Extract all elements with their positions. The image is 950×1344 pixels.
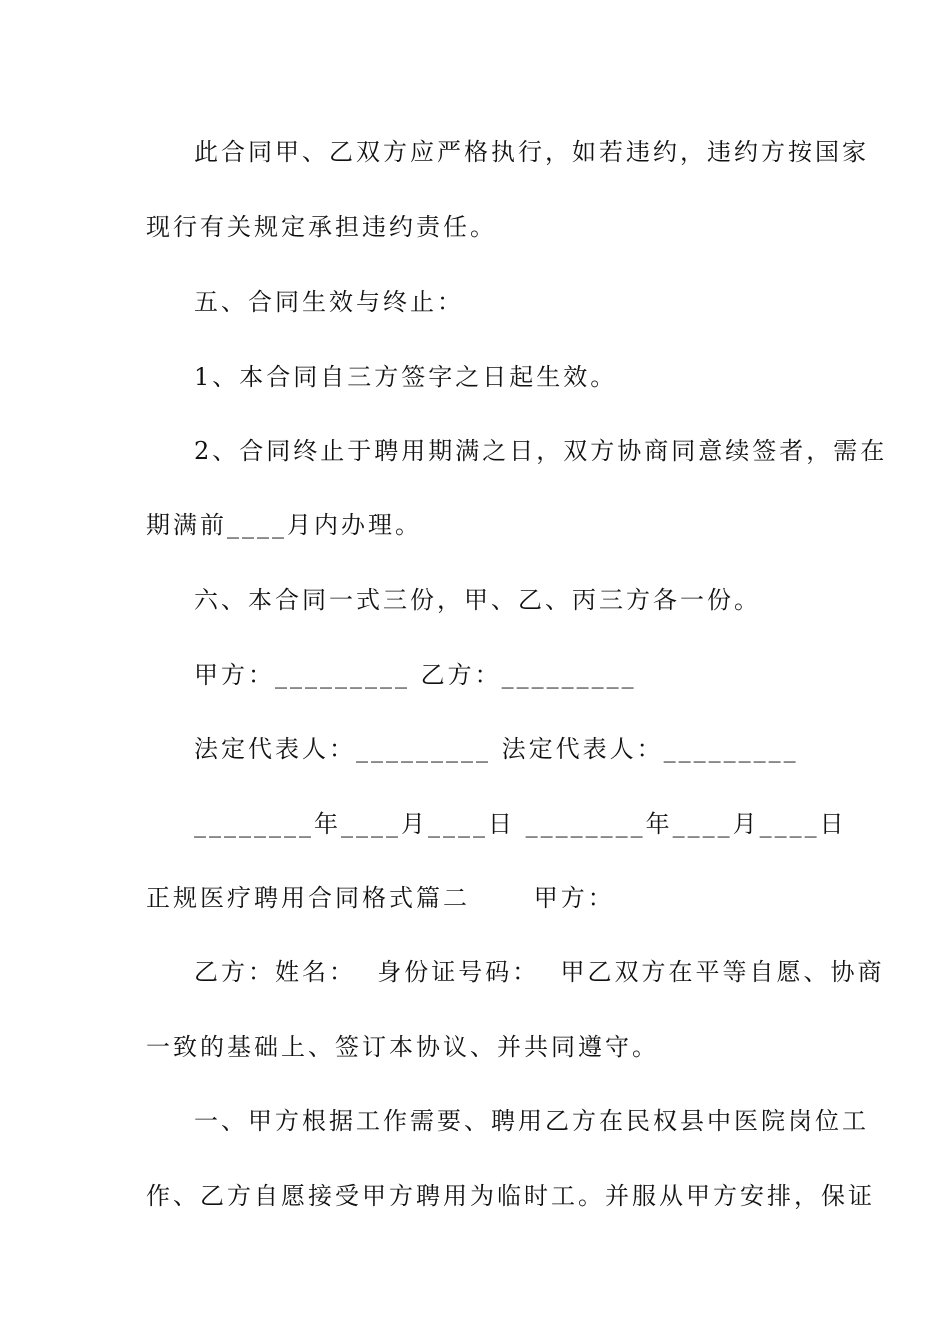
article-1-continued: 作、乙方自愿接受甲方聘用为临时工。并服从甲方安排，保证: [146, 1182, 875, 1210]
article-1: 一、甲方根据工作需要、聘用乙方在民权县中医院岗位工: [194, 1107, 869, 1135]
clause-5-2: 2、合同终止于聘用期满之日，双方协商同意续签者，需在: [194, 437, 888, 465]
section-heading-6: 六、本合同一式三份，甲、乙、丙三方各一份。: [194, 586, 761, 614]
signature-representatives: 法定代表人：_________ 法定代表人：_________: [194, 735, 799, 763]
paragraph-line-1: 此合同甲、乙双方应严格执行，如若违约，违约方按国家: [194, 138, 869, 166]
paragraph-line-2: 现行有关规定承担违约责任。: [146, 213, 497, 241]
clause-5-2-continued: 期满前____月内办理。: [146, 511, 422, 539]
party-b-info-continued: 一致的基础上、签订本协议、并共同遵守。: [146, 1033, 659, 1061]
clause-5-1: 1、本合同自三方签字之日起生效。: [194, 363, 618, 391]
party-b-info: 乙方：姓名： 身份证号码： 甲乙双方在平等自愿、协商: [194, 958, 885, 986]
second-contract-title: 正规医疗聘用合同格式篇二 甲方：: [146, 884, 615, 912]
signature-parties: 甲方：_________ 乙方：_________: [194, 661, 637, 689]
signature-dates: ________年____月____日 ________年____月____日: [194, 810, 847, 838]
section-heading-5: 五、合同生效与终止：: [194, 288, 464, 316]
